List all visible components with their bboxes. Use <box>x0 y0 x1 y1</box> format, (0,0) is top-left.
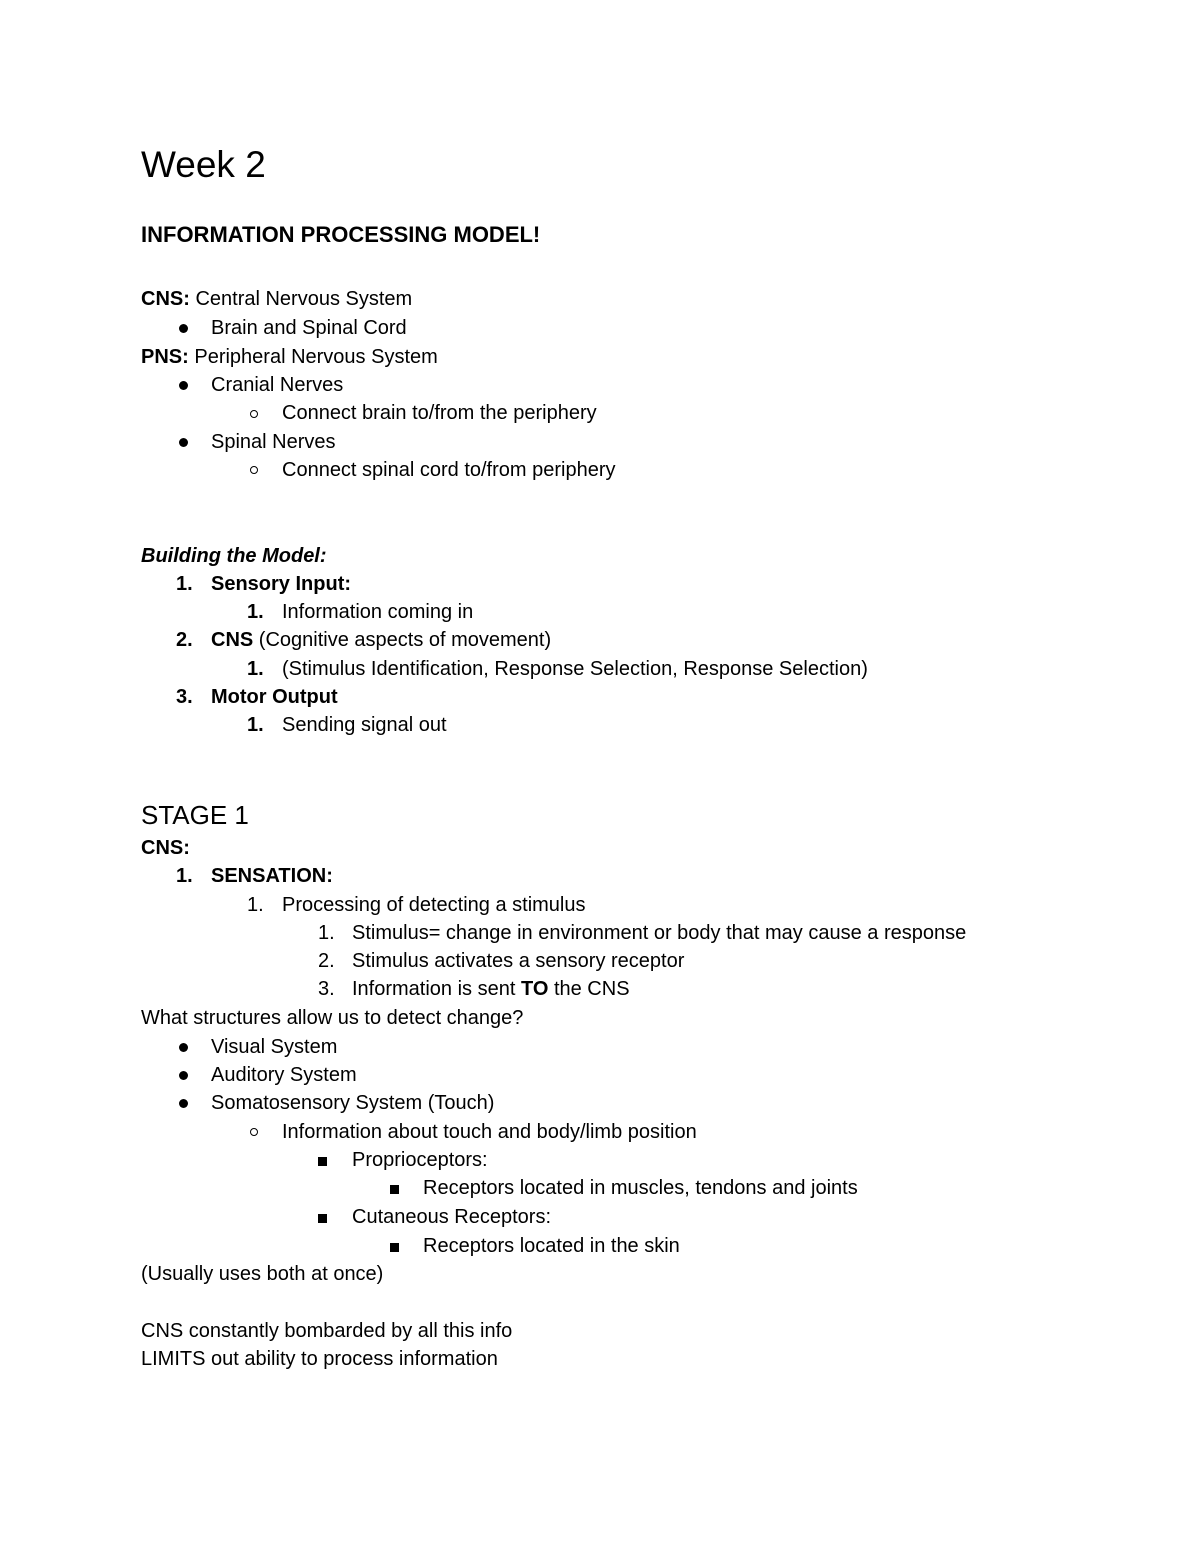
pns-definition <box>141 345 438 369</box>
sensation-label: SENSATION: <box>211 865 333 887</box>
processing-sub-1: Stimulus= change in environment or body that may cause a response <box>352 922 967 944</box>
section-heading: INFORMATION PROCESSING MODEL! <box>141 222 541 247</box>
cutaneous-receptors: Cutaneous Receptors: <box>352 1206 552 1228</box>
cns-item-text: (Cognitive aspects of movement) <box>253 629 552 651</box>
pns-sub-spinal: Connect spinal cord to/from periphery <box>282 459 616 481</box>
processing-item: Processing of detecting a stimulus <box>282 894 586 916</box>
list-number: 3. <box>318 978 335 1000</box>
motor-output: Motor Output <box>211 686 338 708</box>
building-model-title: Building the Model: <box>141 545 327 567</box>
list-number: 1. <box>247 658 264 680</box>
bullet-icon <box>179 1099 188 1108</box>
processing-sub-3 <box>352 977 630 1001</box>
motor-output-sub: Sending signal out <box>282 714 447 736</box>
bullet-icon <box>179 381 188 390</box>
list-number: 2. <box>318 950 335 972</box>
p3-text-a: Information is sent <box>352 978 521 1000</box>
circle-bullet-icon <box>250 1128 258 1136</box>
page-title: Week 2 <box>141 144 266 185</box>
list-number: 1. <box>176 573 193 595</box>
square-bullet-icon <box>390 1185 399 1194</box>
list-number: 1. <box>247 601 264 623</box>
bullet-icon <box>179 438 188 447</box>
pns-bullet-spinal: Spinal Nerves <box>211 431 336 453</box>
stage-title: STAGE 1 <box>141 800 249 830</box>
bullet-icon <box>179 324 188 333</box>
sensory-input-sub: Information coming in <box>282 601 474 623</box>
pns-text: Peripheral Nervous System <box>188 346 438 368</box>
stage-cns-label: CNS: <box>141 837 190 859</box>
circle-bullet-icon <box>250 410 258 418</box>
auditory-system: Auditory System <box>211 1064 357 1086</box>
cns-text: Central Nervous System <box>189 288 413 310</box>
pns-sub-cranial: Connect brain to/from the periphery <box>282 402 597 424</box>
p3-text-c: the CNS <box>548 978 630 1000</box>
square-bullet-icon <box>390 1243 399 1252</box>
cns-bullet: Brain and Spinal Cord <box>211 317 407 339</box>
cns-label: CNS: <box>141 288 190 310</box>
list-number: 1. <box>176 865 193 887</box>
sensory-input: Sensory Input: <box>211 573 352 595</box>
bullet-icon <box>179 1043 188 1052</box>
somatosensory-system: Somatosensory System (Touch) <box>211 1092 495 1114</box>
cns-definition <box>141 287 412 311</box>
circle-bullet-icon <box>250 466 258 474</box>
list-number: 1. <box>247 714 264 736</box>
cns-item-sub: (Stimulus Identification, Response Selection, Response Selection) <box>282 658 868 680</box>
list-number: 3. <box>176 686 193 708</box>
cns-item-bold: CNS <box>211 629 254 651</box>
p3-bold: TO <box>520 978 549 1000</box>
list-number: 2. <box>176 629 193 651</box>
proprioceptors-sub: Receptors located in muscles, tendons and joints <box>423 1177 858 1199</box>
pns-bullet-cranial: Cranial Nerves <box>211 374 344 396</box>
limits-line: LIMITS out ability to process information <box>141 1348 498 1370</box>
list-number: 1. <box>318 922 335 944</box>
cutaneous-sub: Receptors located in the skin <box>423 1235 680 1257</box>
usually-note: (Usually uses both at once) <box>141 1263 384 1285</box>
square-bullet-icon <box>318 1157 327 1166</box>
somatosensory-sub: Information about touch and body/limb position <box>282 1121 697 1143</box>
bombarded-line: CNS constantly bombarded by all this info <box>141 1320 513 1342</box>
square-bullet-icon <box>318 1214 327 1223</box>
pns-label: PNS: <box>141 346 189 368</box>
cns-item <box>211 628 551 652</box>
processing-sub-2: Stimulus activates a sensory receptor <box>352 950 685 972</box>
bullet-icon <box>179 1071 188 1080</box>
list-number: 1. <box>247 894 264 916</box>
visual-system: Visual System <box>211 1036 338 1058</box>
proprioceptors: Proprioceptors: <box>352 1149 488 1171</box>
question: What structures allow us to detect change? <box>141 1007 524 1029</box>
